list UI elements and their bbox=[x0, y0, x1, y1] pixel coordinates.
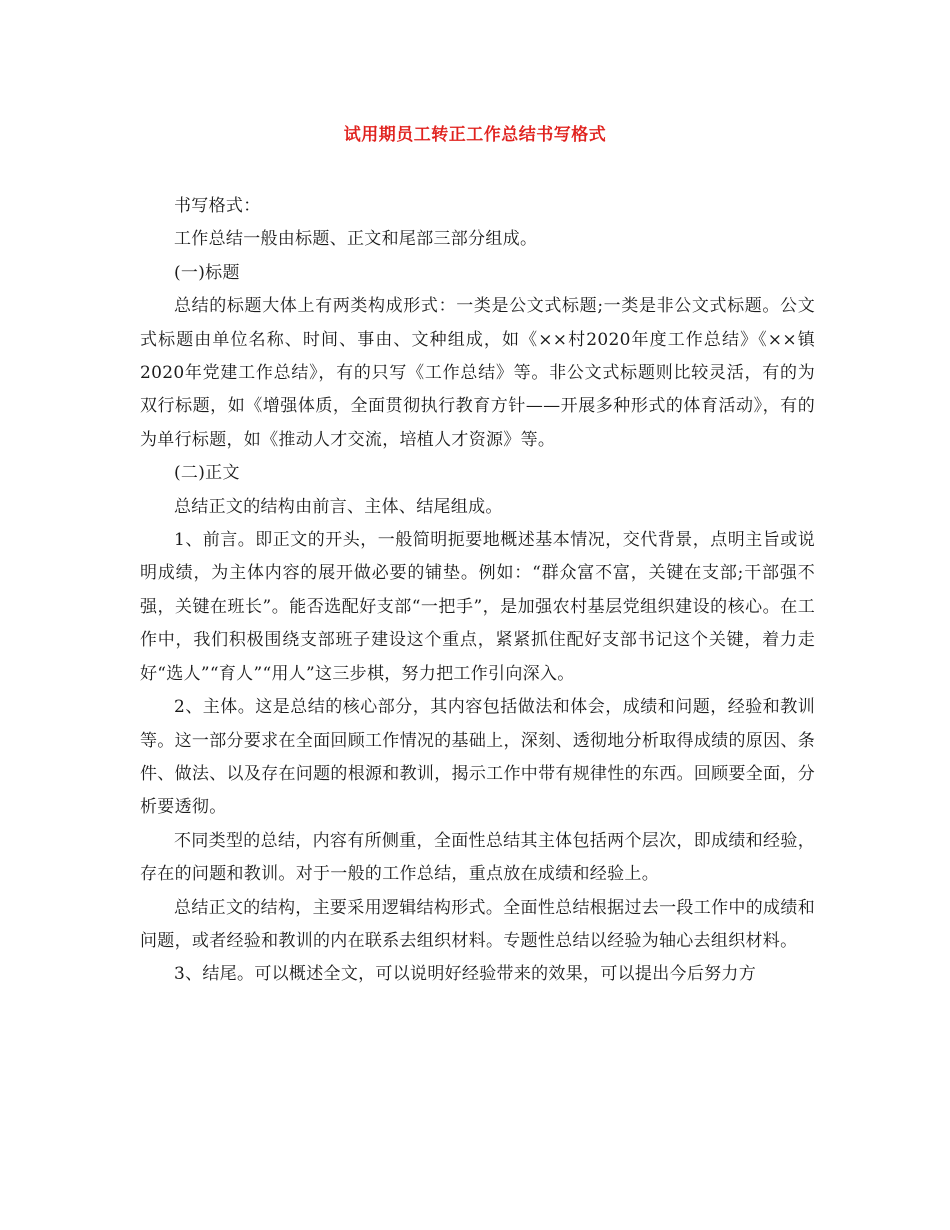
paragraph: 书写格式： bbox=[174, 196, 261, 216]
section-heading: (二)正文 bbox=[174, 463, 240, 484]
paragraph: 总结的标题大体上有两类构成形式：一类是公文式标题;一类是非公文式标题。公文式标题由单位名称、时间、事由、文种组成，如《××村2020年度工作总结》《××镇2020年党建工作总结》，有的只写《工作总结》等。非公文式标题则比较灵活，有的为双行标题，如《增强体质，全面贯彻执行教育方针——开展多种形式的体育活动》，有的为单行标题，如《推动人才交流，培植人才资源》等。 bbox=[140, 296, 815, 450]
paragraph: 不同类型的总结，内容有所侧重，全面性总结其主体包括两个层次，即成绩和经验，存在的问题和教训。对于一般的工作总结，重点放在成绩和经验上。 bbox=[140, 830, 815, 885]
paragraph: 1、前言。即正文的开头，一般简明扼要地概述基本情况，交代背景，点明主旨或说明成绩，为主体内容的展开做必要的铺垫。例如：“群众富不富，关键在支部;干部强不强，关键在班长”。能否选配好支部“一把手”，是加强农村基层党组织建设的核心。在工作中，我们积极围绕支部班子建设这个重点，紧紧抓住配好支部书记这个关键，着力走好“选人”“育人”“用人”这三步棋，努力把工作引向深入。 bbox=[140, 530, 815, 684]
paragraph: 3、结尾。可以概述全文，可以说明好经验带来的效果，可以提出今后努力方 bbox=[174, 964, 757, 985]
paragraph: 工作总结一般由标题、正文和尾部三部分组成。 bbox=[174, 229, 538, 250]
section-heading: (一)标题 bbox=[174, 262, 240, 283]
paragraph: 总结正文的结构，主要采用逻辑结构形式。全面性总结根据过去一段工作中的成绩和问题，或者经验和教训的内在联系去组织材料。专题性总结以经验为轴心去组织材料。 bbox=[140, 897, 815, 951]
document-body bbox=[140, 190, 815, 992]
paragraph: 总结正文的结构由前言、主体、结尾组成。 bbox=[174, 496, 503, 517]
document-title: 试用期员工转正工作总结书写格式 bbox=[343, 125, 607, 145]
paragraph: 2、主体。这是总结的核心部分，其内容包括做法和体会，成绩和问题，经验和教训等。这一部分要求在全面回顾工作情况的基础上，深刻、透彻地分析取得成绩的原因、条件、做法、以及存在问题的根源和教训，揭示工作中带有规律性的东西。回顾要全面，分析要透彻。 bbox=[140, 697, 815, 818]
